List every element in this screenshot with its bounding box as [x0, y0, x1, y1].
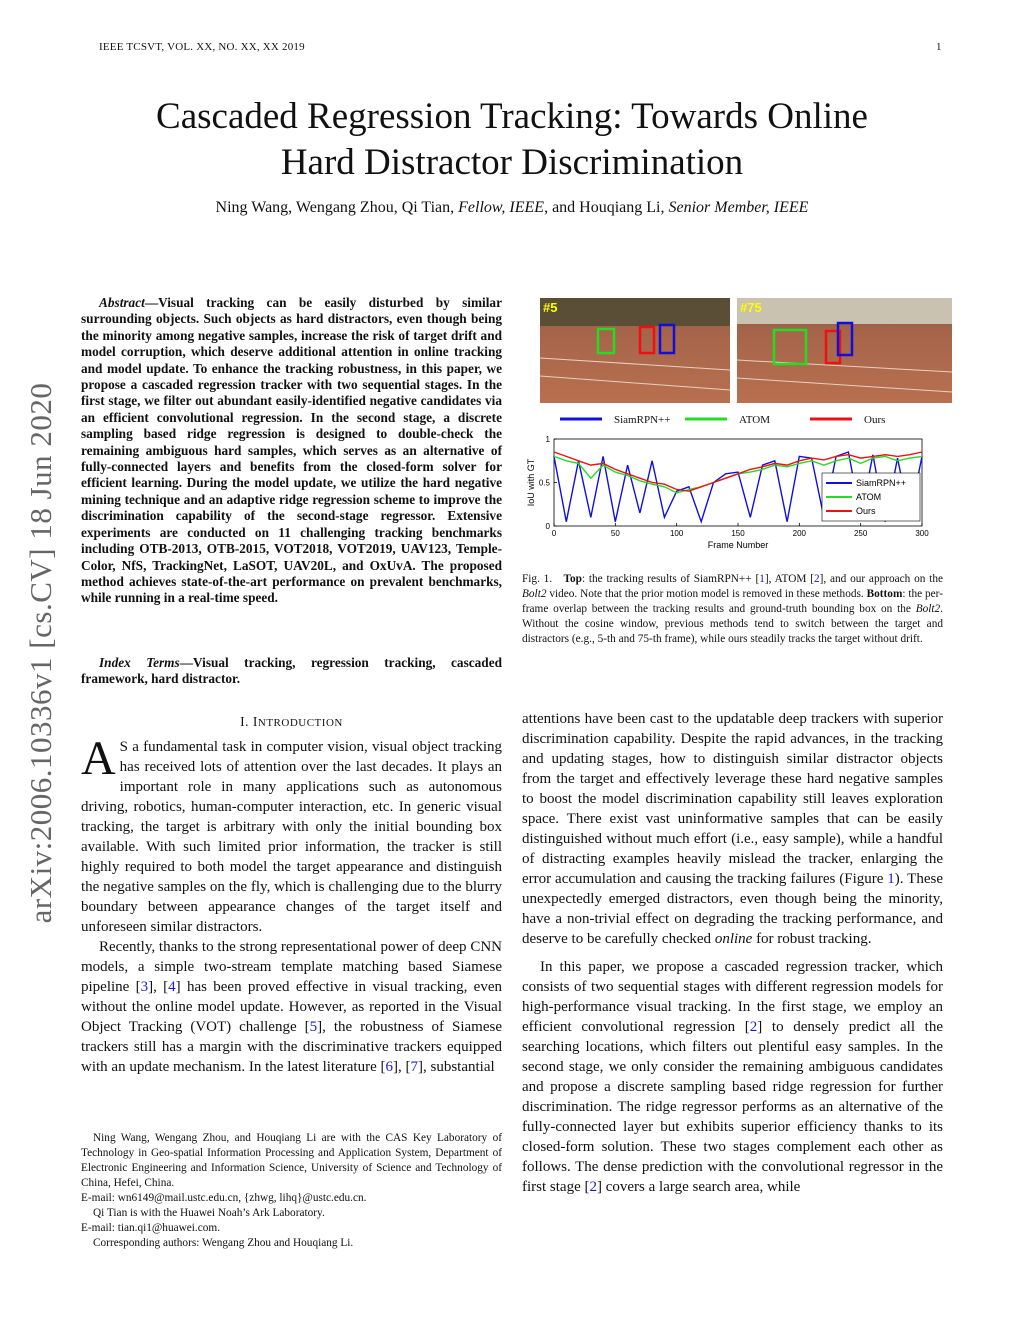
tracking-frames [540, 298, 952, 403]
inner-legend-label: Ours [856, 506, 876, 516]
citation-link[interactable]: 6 [385, 1059, 393, 1075]
y-tick-label: 0 [545, 522, 550, 531]
figure-caption: Fig. 1. Top: the tracking results of SiamRPN++ [1], ATOM [2], and our approach on the Bolt2 video. Note that the prior motion model is removed in these methods. Bottom: the per-frame overlap between the tracking results and ground-truth bounding box on the Bolt2. Without the cosine window, previous methods tend to switch between the target and distractors (e.g., 5-th and 75-th frame), while ours steadily tracks the target without drift. [522, 573, 943, 645]
frame-75-image [737, 298, 952, 403]
author-line: Ning Wang, Wengang Zhou, Qi Tian, Fellow, IEEE, and Houqiang Li, Senior Member, IEEE [215, 199, 809, 216]
index-terms: Index Terms—Visual tracking, regression tracking, cascaded framework, hard distractor. [81, 655, 502, 687]
legend-label: ATOM [739, 414, 770, 426]
x-tick-label: 0 [551, 529, 557, 538]
x-tick-label: 100 [669, 529, 684, 538]
x-tick-label: 250 [853, 529, 868, 538]
iou-chart [520, 405, 940, 555]
x-tick-label: 150 [731, 529, 745, 538]
frame-label: #5 [543, 300, 558, 315]
citation-link[interactable]: 3 [140, 979, 149, 995]
paper-title: Cascaded Regression Tracking: Towards Online Hard Distractor Discrimination [156, 96, 868, 183]
intro-left-column: A S a fundamental task in computer vision, visual object tracking has received lots of attention over the last decades. It plays an important role in many applications such as autonomous driving, robotics, human-computer interaction, etc. In generic visual tracking, the target is arbitrary with only the initial bounding box available. With such limited prior information, the tracker is still highly required to both model the target appearance and distinguish the negative samples on the fly, which is challenging due to the blurry boundary between appearance changes of the target itself and unforeseen similar distractors. Recently, thanks to the strong representational power of deep CNN models, a simple two-stream template matching based Siamese pipeline [3], [4] has been proved effective in visual tracking, even without the online model update. However, as reported in the Visual Object Tracking (VOT) challenge [5], the robustness of Siamese trackers still has a margin with the discriminative trackers equipped with an update mechanism. In the latest literature [6], [7], substantial [81, 732, 502, 1075]
drop-cap: A [81, 732, 116, 785]
citation-link[interactable]: 4 [168, 979, 176, 995]
arxiv-sidebar: arXiv:2006.10336v1 [cs.CV] 18 Jun 2020 [23, 382, 58, 923]
citation-link[interactable]: 7 [410, 1059, 418, 1075]
x-tick-label: 50 [610, 529, 620, 538]
citation-link[interactable]: 2 [749, 1019, 758, 1035]
y-tick-label: 0.5 [538, 478, 550, 488]
inner-legend-label: SiamRPN++ [856, 478, 907, 488]
legend-label: SiamRPN++ [614, 414, 671, 426]
figure-link[interactable]: 1 [887, 871, 895, 887]
frame-5-image [540, 298, 730, 403]
x-axis-label: Frame Number [707, 540, 769, 550]
footnote: Ning Wang, Wengang Zhou, and Houqiang Li are with the CAS Key Laboratory of Technology in Geo-spatial Information Processing and Application System, Department of Electronic Engineering and Information Science, University of Science and Technology of China, Hefei, China. E-mail: wn6149@mail.ustc.edu.cn, {zhwg, lihq}@ustc.edu.cn. Qi Tian is with the Huawei Noah’s Ark Laboratory. E-mail: tian.qi1@huawei.com. Corresponding authors: Wengang Zhou and Houqiang Li. [81, 1132, 502, 1249]
frame-label: #75 [740, 300, 762, 315]
y-axis-label: IoU with GT [526, 458, 536, 507]
citation-link[interactable]: 1 [759, 573, 765, 585]
x-tick-label: 300 [915, 529, 929, 538]
x-tick-label: 200 [792, 529, 807, 538]
citation-link[interactable]: 5 [309, 1019, 318, 1035]
y-tick-label: 1 [545, 435, 550, 444]
section-heading: I. INTRODUCTION [240, 714, 343, 729]
legend-label: Ours [864, 414, 886, 426]
running-header: IEEE TCSVT, VOL. XX, NO. XX, XX 2019 [99, 41, 305, 53]
abstract: Abstract—Visual tracking can be easily disturbed by similar surrounding objects. Such objects as hard distractors, even though being the minority among negative samples, increase the risk of target drift and model corruption, which deserve additional attention in online tracking and model update. To enhance the tracking robustness, in this paper, we propose a cascaded regression tracker with two sequential stages. In the first stage, we filter out abundant easily-identified negative candidates via an efficient convolutional regression. In the second stage, a discrete sampling based ridge regression is designed to double-check the remaining ambiguous hard samples, which serves as an alternative of fully-connected layers and benefits from the closed-form solver for efficient learning. During the model update, we utilize the hard negative mining technique and an adaptive ridge regression scheme to improve the discrimination capability of the second-stage regressor. Extensive experiments are conducted on 11 challenging tracking benchmarks including OTB-2013, OTB-2015, VOT2018, VOT2019, UAV123, Temple-Color, NfS, TrackingNet, LaSOT, UAV20L, and OxUvA. The proposed method achieves state-of-the-art performance on prevalent benchmarks, while running in a real-time speed. [81, 295, 502, 606]
page-number: 1 [936, 41, 942, 53]
citation-link[interactable]: 2 [589, 1179, 597, 1195]
inner-legend-label: ATOM [856, 492, 882, 502]
abstract-label: Abstract [99, 295, 145, 310]
citation-link[interactable]: 2 [813, 573, 820, 585]
intro-right-column: attentions have been cast to the updatable deep trackers with superior discrimination capability. Despite the rapid advances, in the tracking and updating stages, how to distinguish similar distractor objects from the target and effectively leverage these hard negative samples to boost the model discrimination capability still leaves exploration space. There exist vast uninformative samples that can be easily distinguished without much effort (i.e., easy sample), while a handful of distracting examples heavily mislead the tracker, enlarging the error accumulation and causing the tracking failures (Figure 1). These unexpectedly emerged distractors, even though being the minority, have a non-trivial effect on degrading the tracking performance, and deserve to be carefully checked online for robust tracking. In this paper, we propose a cascaded regression tracker, which consists of two sequential stages with different regression models for high-performance visual tracking. In the first stage, we employ an efficient convolutional regression [2] to densely predict all the searching locations, which filters out plentiful easy samples. In the second stage, we only consider the remaining ambiguous candidates and propose a discrete sampling based ridge regression for further discrimination. The ridge regressor performs as an alternative of the fully-connected layer but exhibits superior efficiency thanks to its closed-form solution. These two stages complement each other as follows. The dense prediction with the convolutional regressor in the first stage [2] covers a large search area, while [522, 711, 943, 1195]
